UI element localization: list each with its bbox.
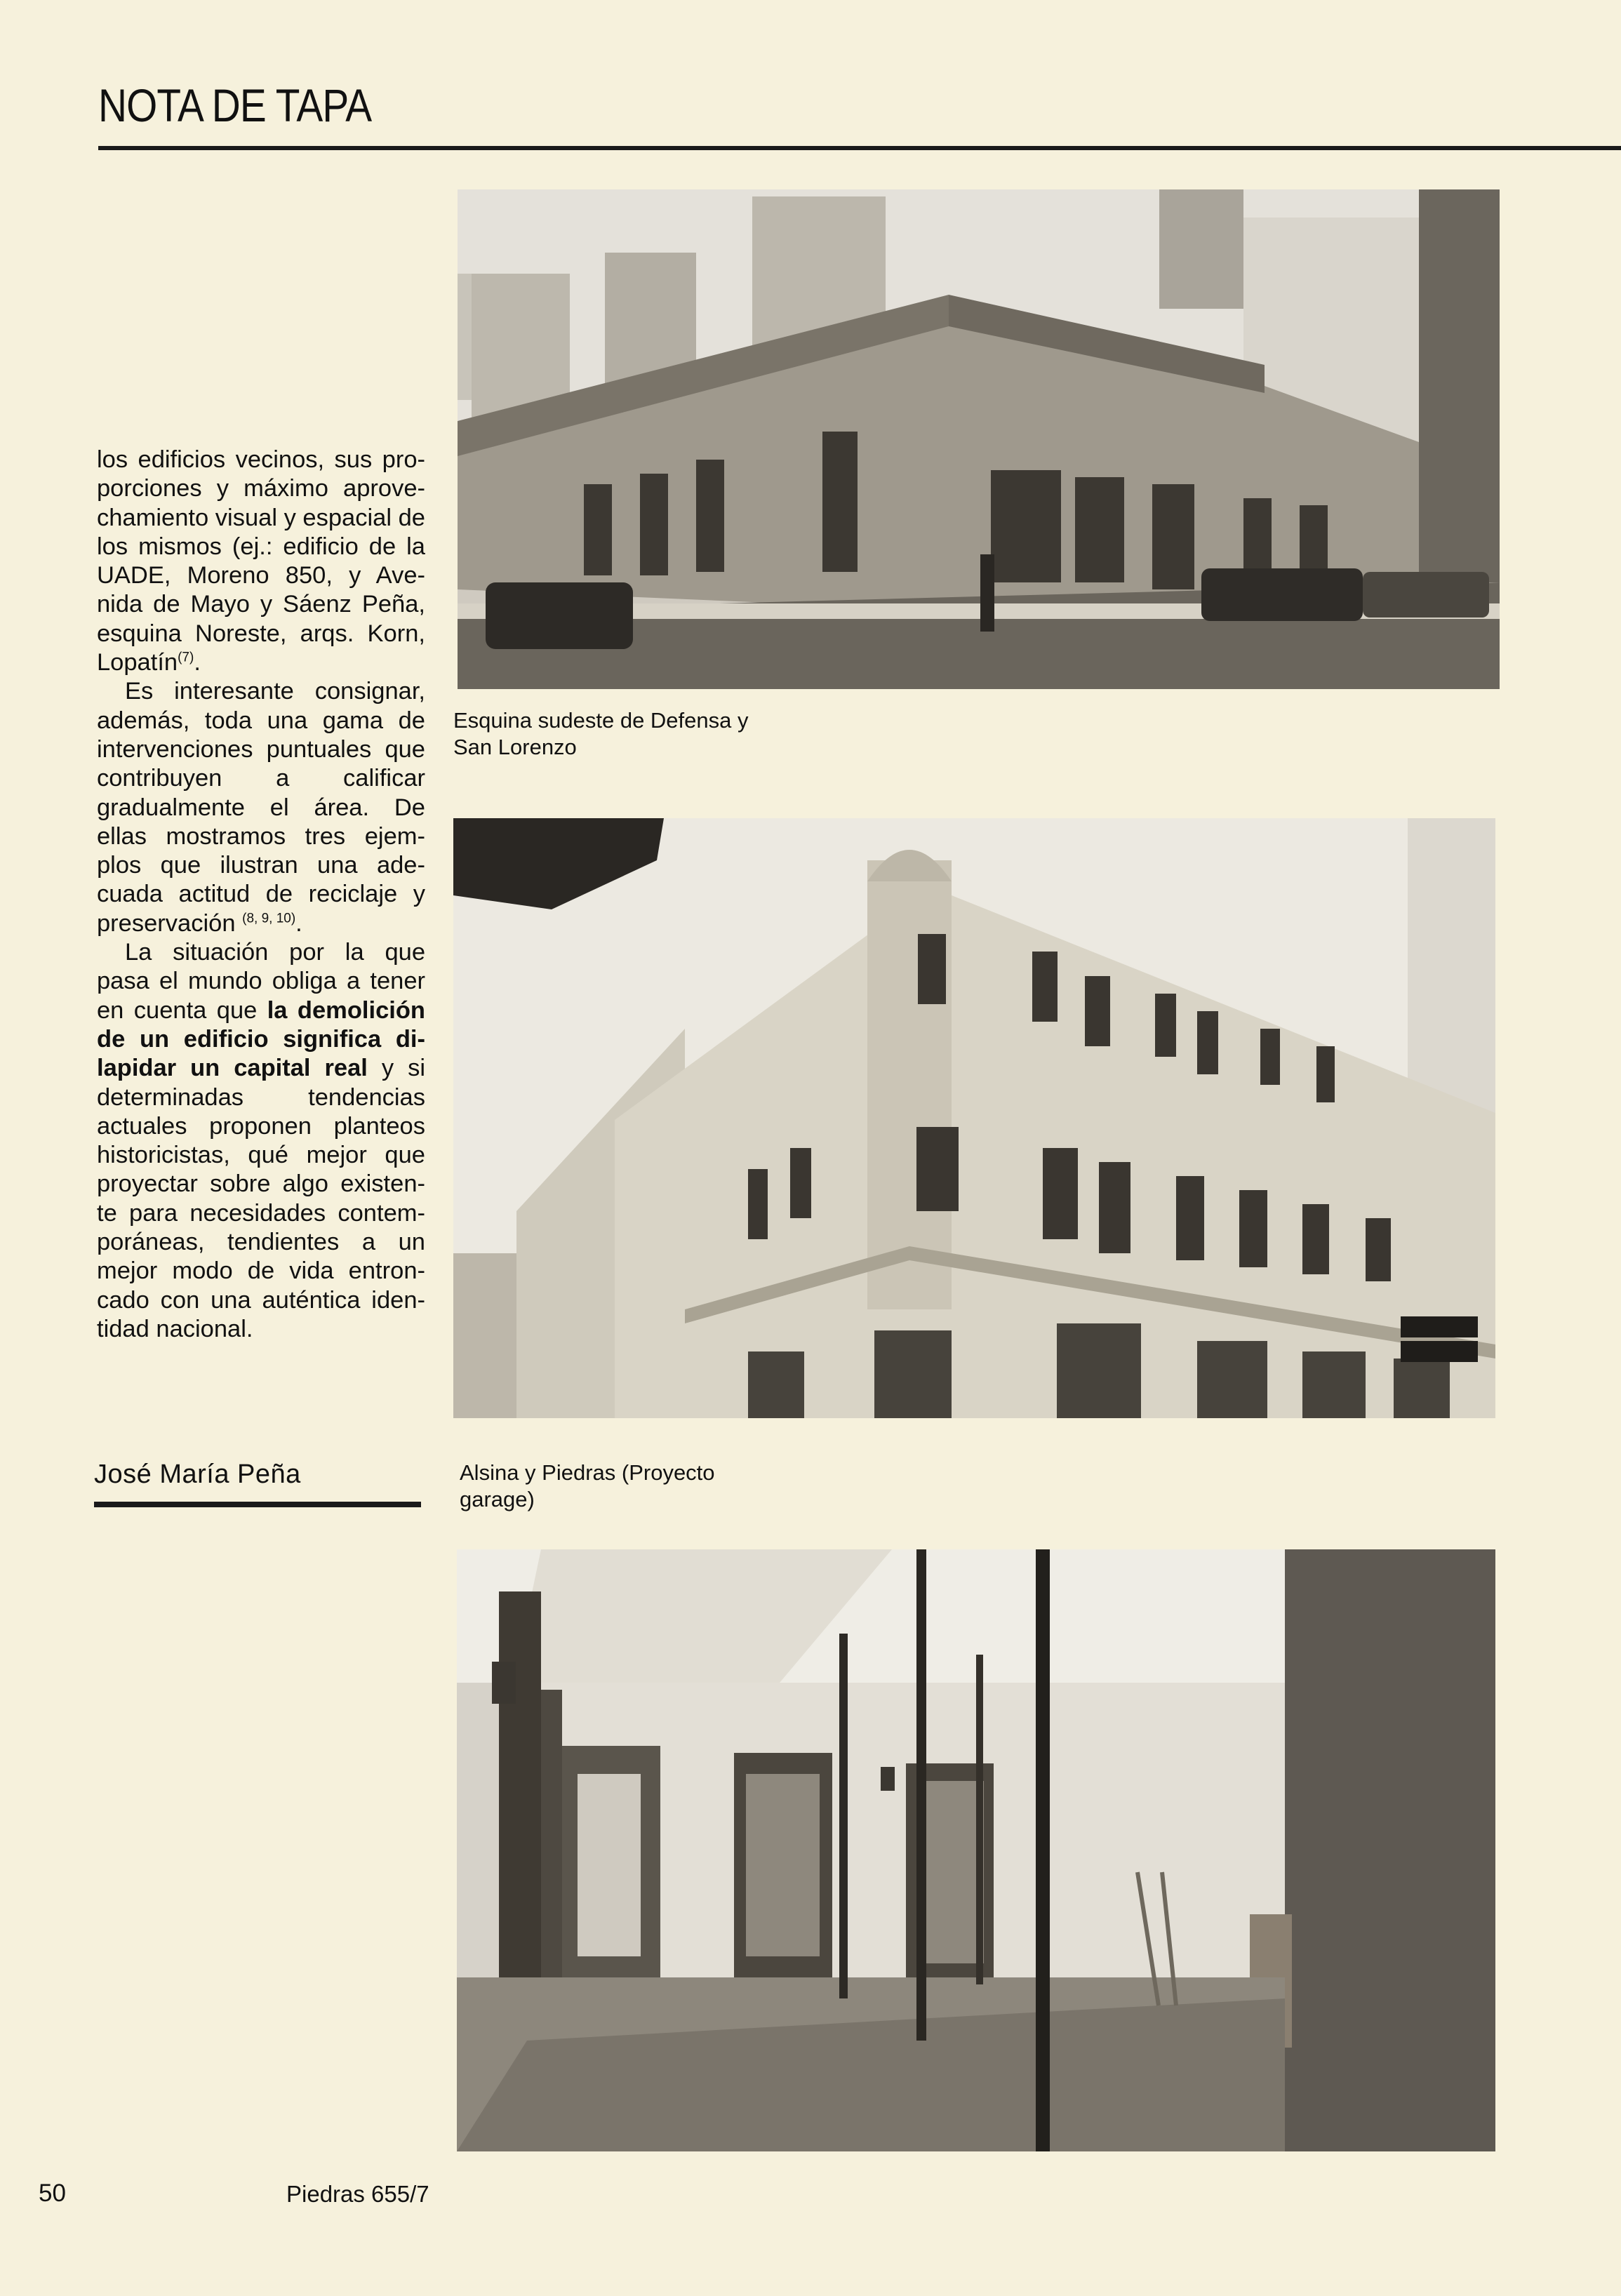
text-line: Es interesante consignar, <box>125 678 425 705</box>
photo-corner-building <box>458 189 1500 689</box>
text-line: pasa el mundo obliga a tener <box>97 968 425 995</box>
text-line: preservación <box>97 909 236 937</box>
text-line: además, toda una gama de <box>97 707 425 734</box>
text-line: tidad nacional. <box>97 1315 253 1342</box>
text-line: los edificios vecinos, sus pro- <box>97 446 425 473</box>
text-line: la UADE, Moreno 850, y Ave- <box>97 533 425 589</box>
text-line: . <box>295 909 302 937</box>
text-line: . <box>194 649 201 676</box>
text-line: esquina Noreste, arqs. Korn, <box>97 620 425 647</box>
header-rule <box>98 146 1621 150</box>
paragraph-2 <box>97 677 425 938</box>
text-line: intervenciones puntuales <box>97 735 372 763</box>
photo-caption-1 <box>453 707 846 761</box>
text-line: plos que ilustran una ade- <box>97 852 425 879</box>
text-line: ellas mostramos tres ejem- <box>97 822 425 850</box>
caption-line: Esquina sudeste de Defensa y <box>453 708 749 733</box>
text-line: historicistas, qué mejor que <box>97 1142 425 1169</box>
bold-text: lapidar un capital real <box>97 1055 368 1082</box>
footnote-ref: (7) <box>178 650 194 665</box>
text-line: gradualmente el área. De <box>97 794 425 821</box>
text-line: y si <box>367 1055 425 1082</box>
section-title: NOTA DE TAPA <box>98 79 372 131</box>
text-line: poráneas, tendientes a un <box>97 1229 425 1256</box>
text-line: cuada actitud de reciclaje y <box>97 881 425 908</box>
photo-interior-patio <box>457 1549 1495 2151</box>
text-line: que contribuyen a calificar <box>97 735 425 792</box>
text-line: en cuenta que <box>97 996 267 1024</box>
text-line: chamiento visual y espacial <box>97 504 392 531</box>
bold-text: de un edificio significa di- <box>97 1025 425 1053</box>
text-line: determinadas tendencias <box>97 1083 425 1111</box>
article-body <box>97 446 425 1344</box>
text-line: proyectar sobre algo existen- <box>97 1170 425 1198</box>
text-line: mejor modo de vida entron- <box>97 1257 425 1285</box>
footnote-ref: (8, 9, 10) <box>242 911 296 926</box>
caption-line: garage) <box>460 1487 535 1511</box>
bold-text: la demolición <box>267 996 425 1024</box>
text-line: cado con una auténtica iden- <box>97 1286 425 1314</box>
magazine-issue: Piedras 655/7 <box>286 2181 429 2207</box>
author-name: José María Peña <box>94 1460 301 1489</box>
text-line: actuales proponen planteos <box>97 1112 425 1140</box>
text-line: te para necesidades contem- <box>97 1199 425 1227</box>
photo-caption-2 <box>460 1460 825 1513</box>
photo-alsina-building <box>453 818 1495 1418</box>
caption-line: San Lorenzo <box>453 735 577 759</box>
text-line: Lopatín <box>97 649 178 676</box>
paragraph-3 <box>97 938 425 1344</box>
paragraph-1 <box>97 446 425 677</box>
text-line: La situación por la que <box>125 939 425 966</box>
text-line: nida de Mayo y Sáenz Peña, <box>97 591 425 618</box>
author-rule <box>94 1502 421 1507</box>
caption-line: Alsina y Piedras (Proyecto <box>460 1460 715 1485</box>
page-number: 50 <box>39 2180 66 2207</box>
text-line: de los mismos (ej.: edificio de <box>97 504 425 560</box>
text-line: porciones y máximo aprove- <box>97 475 425 502</box>
